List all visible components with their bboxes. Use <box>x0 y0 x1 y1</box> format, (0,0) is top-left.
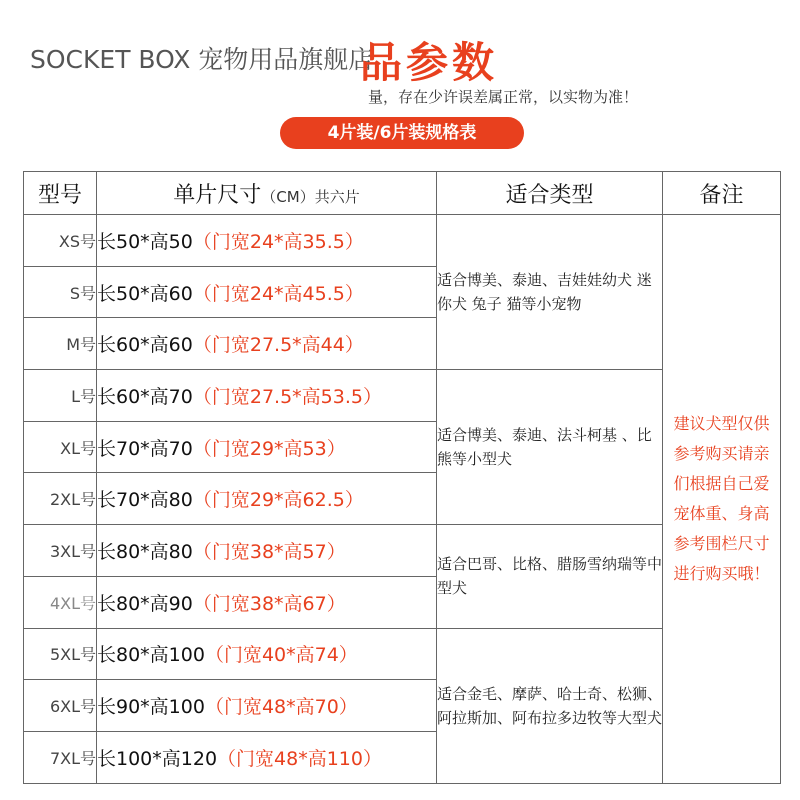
door-size: （门宽40*高74） <box>204 644 358 667</box>
brand-name: SOCKET BOX 宠物用品旗舰店 <box>30 45 374 74</box>
spec-badge: 4片装/6片装规格表 <box>280 117 524 149</box>
remark-text: 建议犬型仅供参考购买请亲们根据自己爱宠体重、身高参考围栏尺寸进行购买哦！ <box>673 413 770 583</box>
model-cell: L号 <box>24 370 97 422</box>
remark-cell <box>663 215 781 784</box>
size-value: 长80*高80 <box>97 540 193 563</box>
size-cell <box>97 680 437 732</box>
model-cell: 3XL号 <box>24 525 97 577</box>
size-value: 长90*高100 <box>97 696 205 719</box>
size-value: 长80*高90 <box>97 592 193 615</box>
door-size: （门宽29*高53） <box>192 437 346 460</box>
door-size: （门宽48*高110） <box>217 747 382 770</box>
door-size: （门宽29*高62.5） <box>192 489 364 512</box>
size-cell <box>97 628 437 680</box>
door-size: （门宽27.5*高44） <box>192 334 364 357</box>
size-cell <box>97 473 437 525</box>
model-cell: 4XL号 <box>24 576 97 628</box>
header-row <box>24 172 781 215</box>
door-size: （门宽38*高57） <box>192 540 346 563</box>
spec-table <box>23 171 781 784</box>
size-cell <box>97 421 437 473</box>
suit-cell: 适合博美、泰迪、法斗柯基 、比熊等小型犬 <box>437 370 663 525</box>
size-cell <box>97 266 437 318</box>
model-cell: 5XL号 <box>24 628 97 680</box>
door-size: （门宽48*高70） <box>204 696 358 719</box>
size-value: 长70*高70 <box>97 437 193 460</box>
size-cell <box>97 576 437 628</box>
size-cell <box>97 731 437 783</box>
model-cell: XS号 <box>24 215 97 267</box>
model-cell: 6XL号 <box>24 680 97 732</box>
size-cell <box>97 370 437 422</box>
header-size <box>97 172 437 215</box>
header-size-main: 单片尺寸 <box>173 182 262 208</box>
suit-cell: 适合金毛、摩萨、哈士奇、松狮、阿拉斯加、阿布拉多边牧等大型犬 <box>437 628 663 783</box>
model-cell: 2XL号 <box>24 473 97 525</box>
door-size: （门宽27.5*高53.5） <box>192 385 382 408</box>
size-value: 长50*高50 <box>97 230 193 253</box>
size-cell <box>97 215 437 267</box>
header-size-sub: （CM）共六片 <box>261 187 360 206</box>
size-value: 长70*高80 <box>97 489 193 512</box>
size-value: 长60*高70 <box>97 385 193 408</box>
header-remark: 备注 <box>663 172 781 215</box>
size-value: 长80*高100 <box>97 644 205 667</box>
door-size: （门宽24*高45.5） <box>192 282 364 305</box>
header-suit: 适合类型 <box>437 172 663 215</box>
size-cell <box>97 525 437 577</box>
size-cell <box>97 318 437 370</box>
table-row <box>24 215 781 267</box>
disclaimer-note: 量，存在少许误差属正常，以实物为准！ <box>368 88 639 106</box>
model-cell: XL号 <box>24 421 97 473</box>
model-cell: S号 <box>24 266 97 318</box>
suit-cell: 适合巴哥、比格、腊肠雪纳瑞等中型犬 <box>437 525 663 628</box>
size-value: 长100*高120 <box>97 747 218 770</box>
door-size: （门宽24*高35.5） <box>192 230 364 253</box>
header-model: 型号 <box>24 172 97 215</box>
model-cell: 7XL号 <box>24 731 97 783</box>
page-title: 品参数 <box>360 38 499 87</box>
size-value: 长50*高60 <box>97 282 193 305</box>
suit-cell: 适合博美、泰迪、吉娃娃幼犬 迷你犬 兔子 猫等小宠物 <box>437 215 663 370</box>
door-size: （门宽38*高67） <box>192 592 346 615</box>
size-value: 长60*高60 <box>97 334 193 357</box>
model-cell: M号 <box>24 318 97 370</box>
